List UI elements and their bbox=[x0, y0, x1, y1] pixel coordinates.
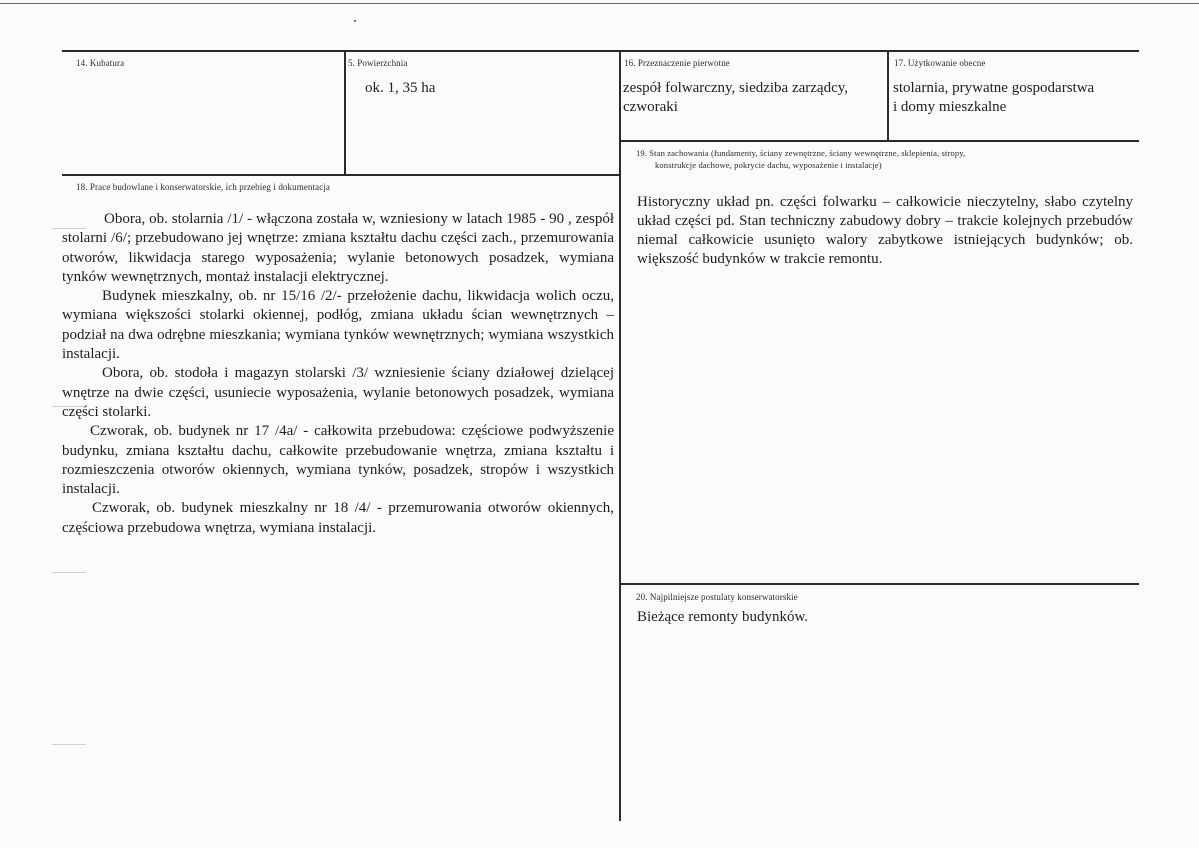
margin-mark bbox=[52, 744, 86, 745]
field-18-body bbox=[62, 210, 614, 538]
field-19-label bbox=[636, 147, 1116, 171]
center-divider bbox=[619, 50, 621, 821]
field-18-paragraph: Czworak, ob. budynek mieszkalny nr 18 /4/ - przemurowania otworów okiennych, częściowa przebudowa wnętrza, wymiana instalacji. bbox=[62, 500, 614, 536]
field-16-label: 16. Przeznaczenie pierwotne bbox=[624, 58, 730, 68]
field-17-value bbox=[893, 79, 1133, 117]
field-5-label: 5. Powierzchnia bbox=[348, 58, 408, 68]
field-18-paragraph: Obora, ob. stolarnia /1/ - włączona została w, wzniesiony w latach 1985 - 90 , zespół stolarni /6/; przebudowano jej wnętrze: zmiana kształtu dachu części zach., przemurowania otworów, likwidacja starego wyposażenia; wylanie betonowych posadzek, wymiana tynków wewnętrznych, montaż instalacji elektrycznej. bbox=[62, 211, 614, 285]
rule-above-18 bbox=[62, 174, 621, 176]
divider-14-5 bbox=[344, 50, 346, 175]
field-18-label: 18. Prace budowlane i konserwatorskie, ich przebieg i dokumentacja bbox=[76, 182, 331, 192]
form-top-rule bbox=[62, 50, 1139, 52]
field-16-value bbox=[623, 79, 883, 117]
field-18-paragraph: Budynek mieszkalny, ob. nr 15/16 /2/- przełożenie dachu, likwidacja wolich oczu, wymiana większości stolarki okiennej, podłóg, zmiana układu ścian wewnętrznych – podział na dwa odrębne mieszkania; wymiana tynków wewnętrznych; wymiana wszystkich instalacji. bbox=[62, 288, 614, 363]
field-19-value: Historyczny układ pn. części folwarku – całkowicie nieczytelny, słabo czytelny układ części pd. Stan techniczny zabudowy dobry – trakcie kolejnych przebudów niemal całkowicie usunięto walory zabytkowe istniejących budynków; ob. większość budynków w trakcie remontu. bbox=[637, 194, 1133, 267]
field-14-label: 14. Kubatura bbox=[76, 58, 125, 68]
rule-above-19 bbox=[621, 140, 1139, 142]
scan-top-edge bbox=[0, 3, 1199, 4]
field-20-value: Bieżące remonty budynków. bbox=[637, 609, 809, 625]
rule-above-20 bbox=[621, 583, 1139, 585]
field-5-value: ok. 1, 35 ha bbox=[365, 80, 436, 96]
margin-mark bbox=[52, 572, 86, 573]
scan-artifact-dot bbox=[354, 20, 356, 22]
field-18-paragraph: Czworak, ob. budynek nr 17 /4a/ - całkowita przebudowa: częściowe podwyższenie budynku, zmiana kształtu dachu, całkowite przebudowanie wnętrza, zmiana kształtu i rozmieszczenia otworów okiennych, wymiana tynków, posadzek, stropów i wszystkich instalacji. bbox=[62, 423, 614, 498]
field-17-label: 17. Użytkowanie obecne bbox=[894, 58, 986, 68]
field-20-label: 20. Najpilniejsze postulaty konserwatorskie bbox=[636, 592, 798, 602]
field-17-value-line: stolarnia, prywatne gospodarstwa bbox=[893, 80, 1095, 96]
field-19-label-line: 19. Stan zachowania (fundamenty, ściany zewnętrzne, ściany wewnętrzne, sklepienia, stropy, bbox=[636, 148, 966, 158]
field-19-label-line: konstrukcje dachowe, pokrycie dachu, wyposażenie i instalacje) bbox=[655, 160, 882, 170]
field-16-value-line: czworaki bbox=[623, 99, 678, 115]
field-16-value-line: zespół folwarczny, siedziba zarządcy, bbox=[623, 80, 849, 96]
field-18-paragraph: Obora, ob. stodoła i magazyn stolarski /3/ wzniesienie ściany działowej dzielącej wnętrze na dwie części, usuniecie wyposażenia, wylanie betonowych posadzek, wymiana części stolarki. bbox=[62, 365, 614, 420]
divider-16-17 bbox=[887, 50, 889, 141]
field-17-value-line: i domy mieszkalne bbox=[893, 99, 1007, 115]
